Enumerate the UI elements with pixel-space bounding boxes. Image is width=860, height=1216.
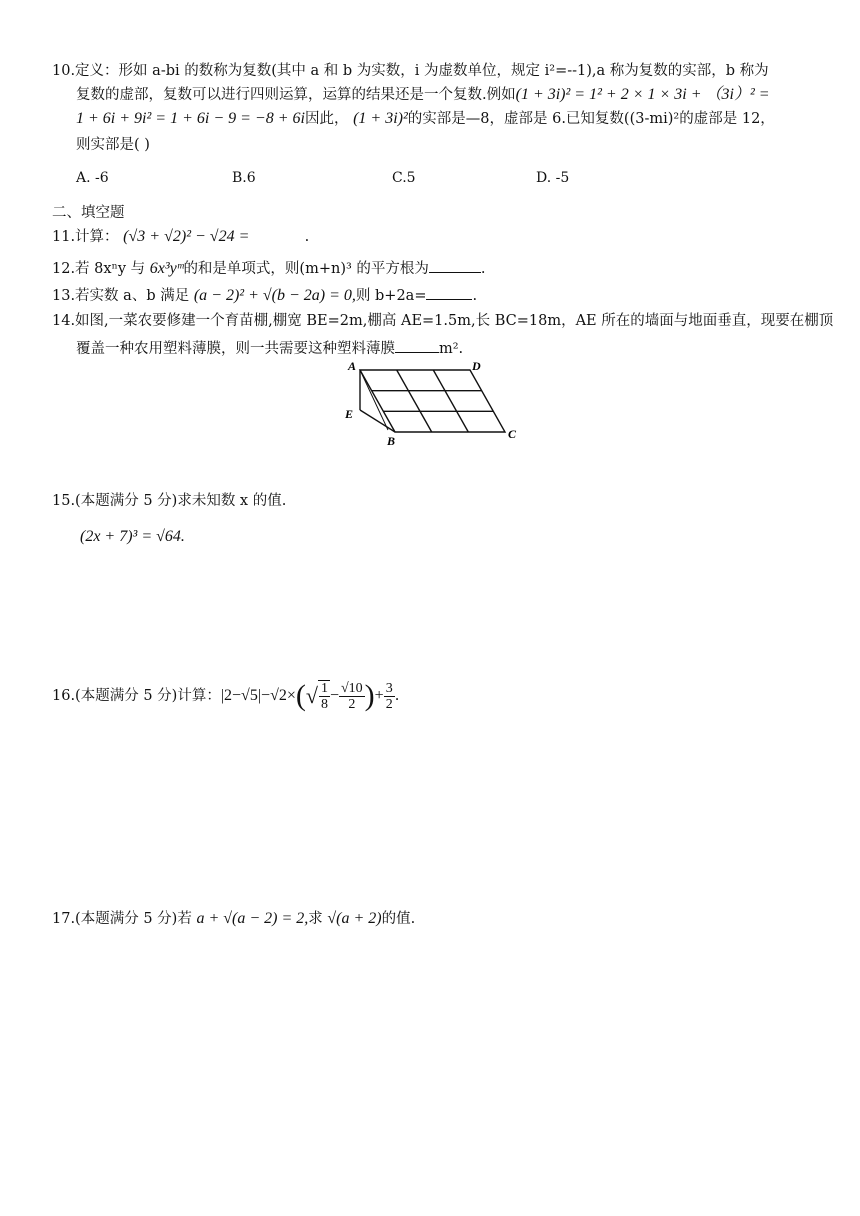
q14-answer-blank[interactable] bbox=[395, 336, 439, 353]
q10-line3 bbox=[76, 108, 775, 130]
q15-equation bbox=[80, 526, 185, 548]
q11-suffix: . bbox=[304, 229, 310, 245]
q15-math: (2x + 7)³ = √64. bbox=[80, 528, 185, 545]
q12-middle: 的和是单项式，则(m+n)³ 的平方根为 bbox=[183, 261, 429, 277]
q13-math: (a − 2)² + √(b − 2a) = 0, bbox=[193, 287, 356, 304]
q16-frac3-num: 3 bbox=[385, 680, 393, 696]
q13-prefix: 13.若实数 a、b 满足 bbox=[52, 288, 194, 304]
q14-line2-prefix: 覆盖一种农用塑料薄膜，则一共需要这种塑料薄膜 bbox=[76, 341, 395, 357]
q12 bbox=[52, 256, 486, 280]
q12-answer-blank[interactable] bbox=[429, 256, 481, 273]
roof-outline bbox=[360, 370, 505, 432]
roof-grid-line bbox=[397, 370, 432, 432]
q10-line3-math-b: (1 + 3i)² bbox=[353, 110, 408, 127]
q10-option-b[interactable]: B.6 bbox=[232, 170, 256, 186]
q11-prefix: 11.计算： bbox=[52, 229, 119, 245]
q10-line4: 则实部是( ) bbox=[76, 137, 150, 153]
q10-option-d[interactable]: D. -5 bbox=[536, 170, 570, 186]
q16-frac1-den: 8 bbox=[320, 697, 328, 712]
q16-frac1 bbox=[318, 680, 330, 712]
side-edge bbox=[360, 370, 388, 430]
q17-math2: √(a + 2) bbox=[327, 910, 382, 927]
q16-frac3 bbox=[384, 681, 395, 712]
q16-frac2 bbox=[339, 681, 365, 712]
q17-math1: a + √(a − 2) = 2, bbox=[196, 910, 309, 927]
q13-middle: 则 b+2a= bbox=[355, 288, 427, 304]
q10-option-c[interactable]: C.5 bbox=[392, 170, 416, 186]
q16 bbox=[52, 676, 399, 716]
q17 bbox=[52, 908, 415, 930]
q10-line2-math: (1 + 3i)² = 1² + 2 × 1 × 3i + （3i）² = bbox=[515, 86, 770, 103]
q13 bbox=[52, 283, 477, 307]
q12-math: 6x³yᵐ bbox=[149, 260, 184, 277]
q11-math: (√3 + √2)² − √24 = bbox=[123, 228, 250, 245]
label-e: E bbox=[345, 407, 354, 421]
label-c: C bbox=[508, 427, 517, 441]
q17-title: 17.(本题满分 5 分)若 bbox=[52, 911, 197, 927]
q10-line3-text-b: 的实部是—8，虚部是 6.已知复数((3-mi)²的虚部是 12， bbox=[407, 111, 775, 127]
right-paren: ) bbox=[364, 679, 375, 712]
q14-line2-suffix: m². bbox=[439, 341, 464, 357]
q10-line2 bbox=[76, 84, 770, 106]
q10-line3-text-a: 因此， bbox=[304, 111, 349, 127]
q14-line1: 14.如图,一菜农要修建一个育苗棚,棚宽 BE=2m,棚高 AE=1.5m,长 BC=18m，AE 所在的墙面与地面垂直，现要在棚顶 bbox=[52, 313, 834, 329]
q10-line2-text: 复数的虚部，复数可以进行四则运算，运算的结果还是一个复数.例如 bbox=[76, 87, 516, 103]
q16-abs: |2−√5|−√2× bbox=[220, 687, 296, 704]
minus-sign: − bbox=[329, 687, 339, 704]
radical-icon: √ bbox=[305, 683, 318, 708]
q10-line3-math: 1 + 6i + 9i² = 1 + 6i − 9 = −8 + 6i bbox=[76, 110, 305, 127]
q16-frac3-den: 2 bbox=[385, 696, 393, 712]
q16-plus: + bbox=[374, 687, 384, 704]
label-d: D bbox=[472, 359, 481, 373]
ground-edge-eb bbox=[360, 410, 395, 432]
roof-grid-line bbox=[433, 370, 468, 432]
q13-suffix: . bbox=[472, 288, 478, 304]
q15-title: 15.(本题满分 5 分)求未知数 x 的值. bbox=[52, 493, 287, 509]
label-b: B bbox=[387, 434, 396, 448]
q16-title: 16.(本题满分 5 分)计算： bbox=[52, 688, 221, 704]
left-paren: ( bbox=[295, 679, 306, 712]
q11 bbox=[52, 226, 309, 248]
label-a: A bbox=[348, 359, 357, 373]
section-title: 二、填空题 bbox=[52, 205, 125, 221]
q16-frac2-num: √10 bbox=[340, 680, 363, 696]
q12-suffix: . bbox=[480, 261, 486, 277]
q16-frac2-den: 2 bbox=[348, 696, 356, 712]
q16-end: . bbox=[394, 688, 400, 704]
q12-prefix: 12.若 8xⁿy 与 bbox=[52, 261, 150, 277]
q17-middle: 求 bbox=[308, 911, 328, 927]
greenhouse-figure bbox=[340, 356, 530, 448]
q10-option-a[interactable]: A. -6 bbox=[76, 170, 109, 186]
q13-answer-blank[interactable] bbox=[426, 283, 472, 300]
q17-end: 的值. bbox=[381, 911, 416, 927]
q10-line1: 10.定义：形如 a-bi 的数称为复数(其中 a 和 b 为实数，i 为虚数单位，规定 i²=--1),a 称为复数的实部，b 称为 bbox=[52, 63, 769, 79]
q16-frac1-num: 1 bbox=[320, 681, 328, 696]
